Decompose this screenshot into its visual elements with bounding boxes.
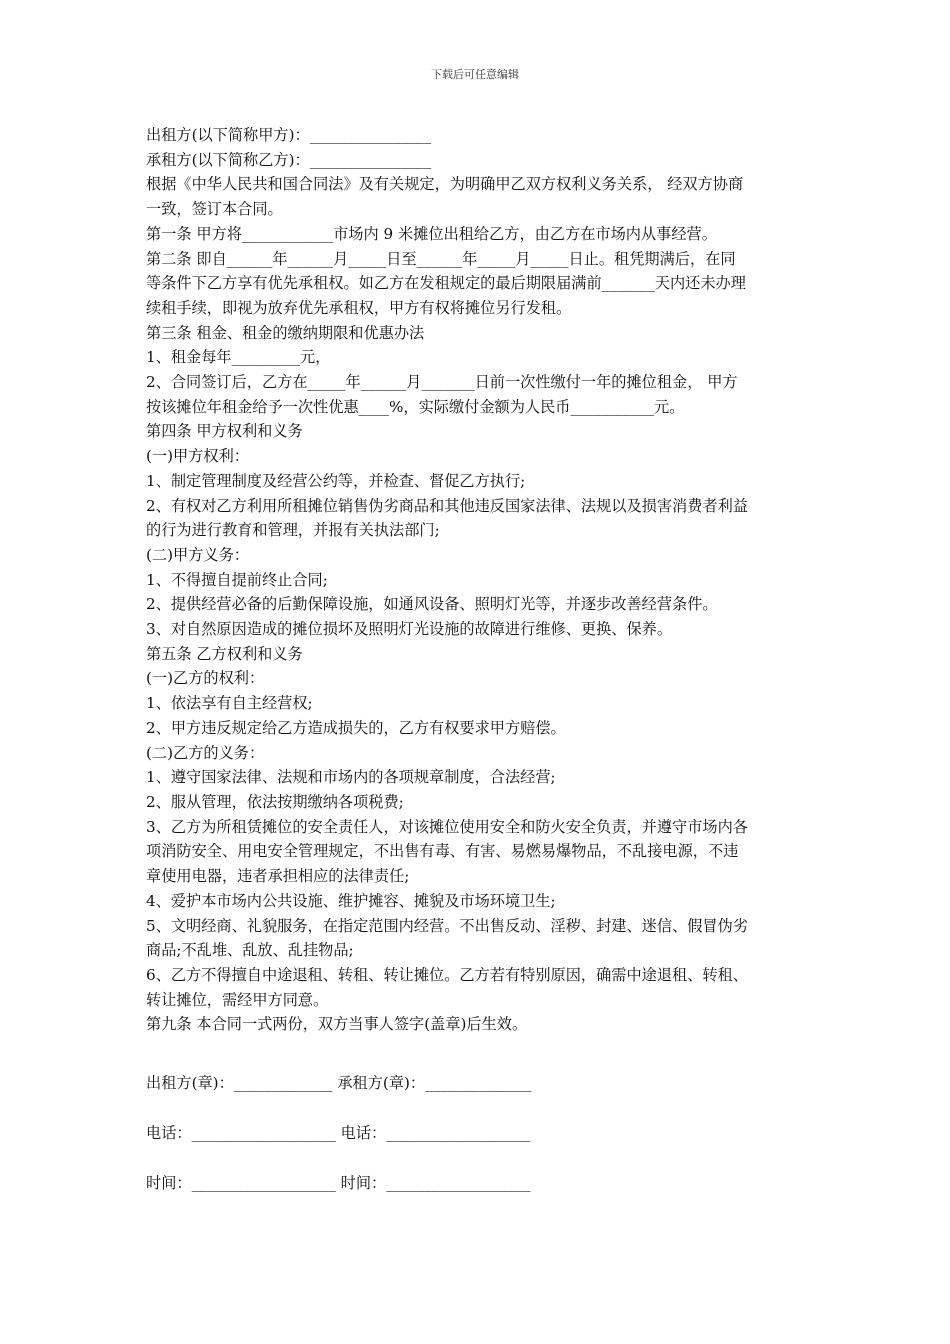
article-2: 第二条 即自______年______月_____日至______年_____月_____日止。租凭期满后，在同 [146,249,736,268]
list-item: 2、有权对乙方利用所租摊位销售伪劣商品和其他违反国家法律、法规以及损害消费者利益 [146,496,748,515]
subsection-heading: (二)甲方义务： [146,545,249,564]
signature-phone-line: 电话：___________________ 电话：___________________ [146,1124,531,1142]
preamble-line: 一致，签订本合同。 [146,200,283,219]
list-item-cont: 章使用电器，违者承担相应的法律责任; [146,867,410,886]
signature-time-line: 时间：___________________ 时间：___________________ [146,1174,531,1192]
list-item-cont: 商品;不乱堆、乱放、乱挂物品; [146,941,354,960]
contract-body [146,123,811,1037]
subsection-heading: (二)乙方的义务： [146,743,265,762]
lessor-line: 出租方(以下简称甲方)：________________ [146,126,432,144]
subsection-heading: (一)甲方权利： [146,447,249,466]
article-1: 第一条 甲方将____________市场内 9 米摊位出租给乙方，由乙方在市场内从事经营。 [146,224,717,243]
signature-party-line: 出租方(章)：_____________ 承租方(章)：______________ [146,1074,532,1092]
list-item: 1、制定管理制度及经营公约等，并检查、督促乙方执行; [146,471,526,490]
subsection-heading: (一)乙方的权利： [146,669,265,688]
list-item: 6、乙方不得擅自中途退租、转租、转让摊位。乙方若有特别原因，确需中途退租、转租、 [146,965,748,984]
list-item-cont: 项消防安全、用电安全管理规定，不出售有毒、有害、易燃易爆物品，不乱接电源，不违 [146,842,739,861]
list-item: 2、提供经营必备的后勤保障设施，如通风设备、照明灯光等，并逐步改善经营条件。 [146,595,718,614]
list-item: 2、服从管理，依法按期缴纳各项税费; [146,792,404,811]
list-item-cont: 的行为进行教育和管理，并报有关执法部门; [146,521,440,540]
list-item: 5、文明经商、礼貌服务，在指定范围内经营。不出售反动、淫秽、封建、迷信、假冒伪劣 [146,916,748,935]
article-3-item: 1、租金每年_________元， [146,348,331,367]
article-5-heading: 第五条 乙方权利和义务 [146,644,303,663]
article-2-cont: 等条件下乙方享有优先承租权。如乙方在发租规定的最后期限届满前_______天内还未办理 [146,274,746,293]
page-header: 下载后可任意编辑 [431,68,519,81]
article-3-heading: 第三条 租金、租金的缴纳期限和优惠办法 [146,323,425,342]
list-item: 1、依法享有自主经营权; [146,694,313,713]
article-4-heading: 第四条 甲方权利和义务 [146,422,303,441]
list-item: 3、乙方为所租赁摊位的安全责任人，对该摊位使用安全和防火安全负责，并遵守市场内各 [146,817,748,836]
list-item-cont: 转让摊位，需经甲方同意。 [146,990,329,1009]
article-2-cont: 续租手续，即视为放弃优先承租权，甲方有权将摊位另行发租。 [146,298,572,317]
list-item: 3、对自然原因造成的摊位损坏及照明灯光设施的故障进行维修、更换、保养。 [146,620,673,639]
list-item: 2、甲方违反规定给乙方造成损失的，乙方有权要求甲方赔偿。 [146,718,566,737]
preamble-line: 根据《中华人民共和国合同法》及有关规定，为明确甲乙双方权利义务关系， 经双方协商 [146,175,744,194]
article-3-item: 2、合同签订后，乙方在_____年______月_______日前一次性缴付一年的摊位租金， 甲方 [146,373,738,392]
lessee-line: 承租方(以下简称乙方)：________________ [146,150,432,169]
article-9: 第九条 本合同一式两份，双方当事人签字(盖章)后生效。 [146,1015,528,1034]
list-item: 4、爱护本市场内公共设施、维护摊容、摊貌及市场环境卫生; [146,891,556,910]
list-item: 1、遵守国家法律、法规和市场内的各项规章制度，合法经营; [146,768,556,787]
article-3-item-cont: 按该摊位年租金给予一次性优惠____%，实际缴付金额为人民币___________元。 [146,397,685,416]
list-item: 1、不得擅自提前终止合同; [146,570,328,589]
